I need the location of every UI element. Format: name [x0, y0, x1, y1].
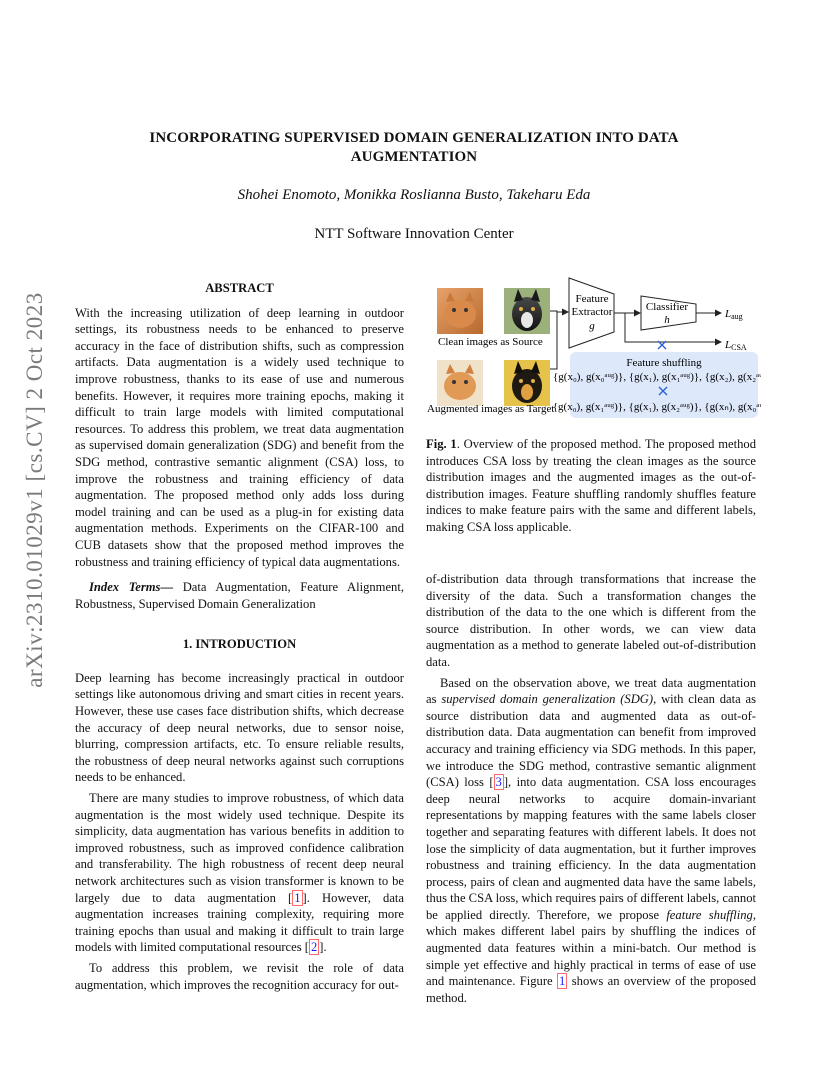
right-p2-text-c: , into data augmentation. CSA loss encourages deep neural networks to acquire domain-invariant representations by mapping features with the same labels closer together and separating features with different labels. It does not lose the simplicity of data augmentation, but it further improves robustness and training efficiency. In the data augmentation process, pairs of clean and augmented data have the same labels, thus the CSA loss, which requires pairs of different labels, cannot be applied directly. Therefore, we propose: [426, 775, 757, 922]
intro-paragraph-3: To address this problem, we revisit the role of data augmentation, which improves the recognition accuracy for out-: [75, 960, 404, 992]
intro-p2-text-b: . However, data augmentation increases training complexity, requiring more training epochs than usual and making it difficult to train large models with limited computational resources: [75, 890, 404, 955]
abstract-heading: ABSTRACT: [205, 281, 274, 295]
classifier-label-h: h: [664, 314, 670, 326]
intro-p2-text-a: There are many studies to improve robustness, of which data augmentation is the most widely used technique. Despite its simplicity, data augmentation has various benefits in addition to improved robustness, such as improved confidence calibration and transferability. The high robustness of recent deep neural network architectures such as vision transformer is known to be largely due to data augmentation: [75, 791, 404, 905]
right-p2-text-a: Based on the observation above, we treat data augmentation as: [426, 675, 756, 707]
abstract-text: With the increasing utilization of deep learning in outdoor settings, its robustness needs to be enhanced to preserve accuracy in the face of distribution shifts, such as compression artifacts. Data augmentation is a widely used technique to improve robustness, thanks to its ease of use and numerous benefits. However, it requires more training epochs, making it difficult to train large models with limited computational resources. To address this problem, we treat data augmentation as supervised domain generalization (SDG) and benefit from the SDG method, contrastive semantic alignment (CSA) loss, to improve the robustness and training efficiency of data augmentation. The proposed method only adds loss during model training and can be used as a plug-in for existing data augmentation methods. Experiments on the CIFAR-100 and CUB datasets show that the proposed method improves the robustness and training efficiency of typical data augmentations.: [75, 305, 404, 569]
citation-2[interactable]: 2: [311, 940, 318, 955]
paper-authors: Shohei Enomoto, Monikka Roslianna Busto, Takeharu Eda: [237, 187, 591, 203]
figure-reference[interactable]: 1: [559, 974, 566, 989]
sdg-term: supervised domain generalization (SDG): [441, 692, 654, 707]
paper-affiliation: NTT Software Innovation Center: [314, 226, 514, 242]
feature-extractor-block: [569, 278, 614, 348]
extractor-label-1: Feature: [575, 293, 609, 305]
caption-body: . Overview of the proposed method. The proposed method introduces CSA loss by treating the clean images as the source distribution images and the augmented images as the out-of-distribution images. Feature shuffling randomly shuffles feature indices to make feature pairs with the same and different labels, making CSA loss applicable.: [426, 437, 756, 534]
loss-csa-label: LCSA: [725, 339, 747, 352]
index-terms: [75, 579, 404, 612]
intro-paragraph-2: There are many studies to improve robustness, of which data augmentation is the most widely used technique. Despite its simplicity, data augmentation has various benefits in addition to improved robustness, such as improved confidence calibration and transferability. The high robustness of recent deep neural network architectures such as vision transformer is known to be largely due to data augmentation [ 1 ]. However, data augmentation increases training complexity, requiring more training epochs than usual and making it difficult to train large models with limited computational resources [ 2 ].: [75, 791, 404, 955]
shuffle-row-2: {g(x₀), g(x₁ᵃᵘᵍ)}, {g(x₁), g(x₂ᵃᵘᵍ)}, {g(xₙ), g(x₀ᵃᵘᵍ)}: [552, 401, 761, 413]
index-terms-text: Data Augmentation, Feature Alignment, Robustness, Supervised Domain Generalization: [75, 580, 404, 611]
right-paragraph-2: Based on the observation above, we treat data augmentation as supervised domain generalization (SDG), with clean data as source distribution data and augmented data as out-of-distribution data. Data augmentation can benefit from improved accuracy and training efficiency via SDG methods. In this paper, we introduce the SDG method, contrastive semantic alignment (CSA) loss [ 3 ], into data augmentation. CSA loss encourages deep neural networks to acquire domain-invariant representations by mapping features with the same labels closer together and separating features with different labels. It does not lose the simplicity of data augmentation, but it further improves robustness and training efficiency. In the data augmentation process, pairs of clean and augmented data have the same labels, thus the CSA loss, which requires pairs of different labels, cannot be applied directly. Therefore, we propose feature shuffling, which makes different label pairs by shuffling the indices of augmented data features within a mini-batch. Our method is simple yet effective and highly practical in terms of ease of use and maintenance. Figure 1 shows an overview of the proposed method.: [426, 675, 757, 1005]
intro-paragraph-1: Deep learning has become increasingly practical in outdoor settings like autonomous driving and smart cities in recent years. However, these use cases face distribution shifts, which decrease the accuracy of deep neural networks, due to sensor noise, blurring, compression artifacts, etc. To ensure reliable results, the robustness of deep neural networks against such corruptions needs to be enhanced.: [75, 670, 404, 785]
caption-label: Fig. 1: [426, 437, 457, 451]
shuffle-row-1: {g(x₀), g(x₀ᵃᵘᵍ)}, {g(x₁), g(x₁ᵃᵘᵍ)}, {g(x₂), g(x₂ᵃᵘᵍ)}: [553, 371, 761, 383]
citation-1[interactable]: 1: [294, 890, 301, 905]
right-p2-text-e: shows an overview of the proposed method.: [426, 974, 757, 1005]
augmented-dog-image: [504, 360, 550, 406]
intro-p2-text-c: .: [323, 940, 327, 955]
extractor-label-2: Extractor: [571, 306, 613, 318]
clean-dog-image: [504, 288, 550, 334]
right-p2-text-d: , which makes different label pairs by shuffling the indices of augmented data features within a mini-batch. Our method is simple yet effective and highly practical in terms of ease of use and maintenance. Figure: [426, 907, 756, 989]
feature-shuffling-title: Feature shuffling: [626, 357, 702, 369]
right-paragraph-1: of-distribution data through transformations that increase the diversity of the data. Such a transformation changes the distribution of the data to the one which is different from the source distribution. In other words, we can view data augmentation as a method to generate labeled out-of-distribution data.: [426, 572, 756, 669]
feature-shuffling-term: feature shuffling: [666, 907, 753, 922]
feature-shuffling-box: [553, 352, 761, 418]
augmented-images-label: Augmented images as Target: [427, 403, 555, 415]
left-column: [75, 280, 404, 993]
citation-3[interactable]: 3: [495, 775, 502, 790]
figure-1-diagram: [426, 272, 761, 422]
intro-heading: 1. INTRODUCTION: [182, 637, 297, 652]
right-p2-text-b: , with clean data as source distribution data and augmented data as out-of-distribution data. Data augmentation can benefit from improved accuracy and training efficiency via SDG methods. In this paper, we introduce the SDG method, contrastive semantic alignment (CSA) loss: [426, 692, 756, 790]
augmented-cat-image: [437, 360, 483, 406]
loss-aug-label: Laug: [725, 308, 743, 321]
classifier-block: [641, 296, 696, 330]
paper-title: INCORPORATING SUPERVISED DOMAIN GENERALIZATION INTO DATA AUGMENTATION: [149, 130, 679, 165]
arxiv-stamp: [22, 290, 48, 690]
extractor-label-g: g: [589, 320, 595, 332]
clean-cat-image: [437, 288, 483, 334]
right-column: [426, 571, 756, 1006]
caption-text: [426, 436, 756, 536]
figure-caption: [426, 436, 756, 536]
arxiv-id: arXiv:2310.01029v1 [cs.CV] 2 Oct 2023: [22, 292, 47, 688]
index-terms-label: Index Terms—: [89, 580, 174, 595]
clean-images-label: Clean images as Source: [438, 336, 543, 348]
classifier-label: Classifier: [645, 301, 689, 313]
figure-1: [426, 272, 761, 422]
